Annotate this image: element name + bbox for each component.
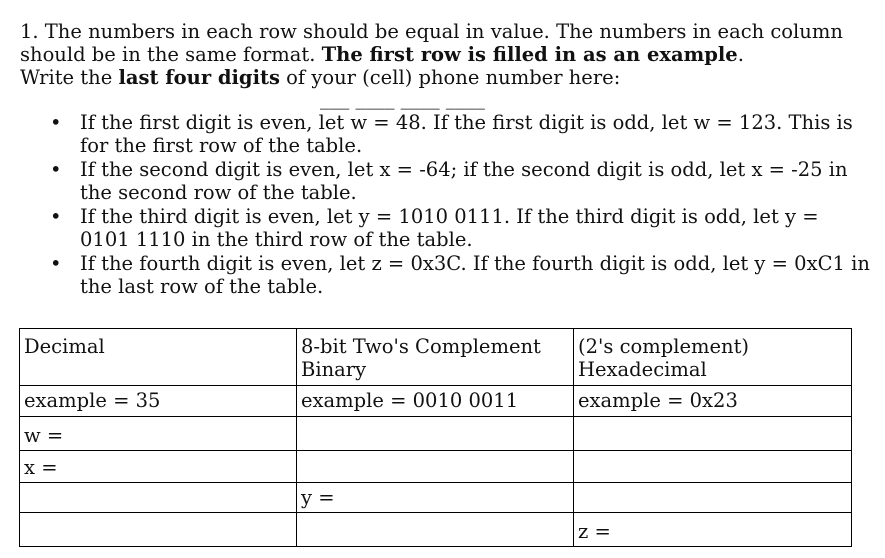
rule-text: If the fourth digit is even, let z = 0x3C. If the fourth digit is odd, let y = 0xC1 in the last row of the table. <box>80 252 870 298</box>
table-row-example <box>20 386 852 417</box>
table-row-y <box>20 483 852 513</box>
x-hex-cell[interactable] <box>574 451 852 483</box>
worksheet <box>20 20 870 299</box>
bullet-icon: • <box>50 205 62 228</box>
x-binary-cell[interactable] <box>297 451 574 483</box>
x-decimal-cell[interactable]: x = <box>20 451 297 483</box>
rule-item <box>20 252 870 298</box>
instructions-paragraph <box>20 20 870 89</box>
rule-item <box>20 205 870 251</box>
table-row-w <box>20 417 852 451</box>
w-hex-cell[interactable] <box>574 417 852 451</box>
header-binary: 8-bit Two's Complement Binary <box>297 329 574 386</box>
phone-prompt-bold: last four digits <box>118 66 280 89</box>
z-decimal-cell[interactable] <box>20 513 297 547</box>
w-binary-cell[interactable] <box>297 417 574 451</box>
bullet-icon: • <box>50 158 62 181</box>
instructions-period: . <box>737 43 744 66</box>
table-header-row <box>20 329 852 386</box>
y-binary-cell[interactable]: y = <box>297 483 574 513</box>
example-hex-cell: example = 0x23 <box>574 386 852 417</box>
header-decimal: Decimal <box>20 329 297 386</box>
phone-prompt-text: Write the <box>20 66 119 89</box>
rules-list <box>20 111 870 298</box>
rule-item <box>20 111 870 157</box>
table-row-z <box>20 513 852 547</box>
example-decimal-cell: example = 35 <box>20 386 297 417</box>
rule-text: If the third digit is even, let y = 1010 0111. If the third digit is odd, let y = 0101 1110 in the third row of the table. <box>80 205 819 251</box>
bullet-icon: • <box>50 111 62 134</box>
rule-text: If the second digit is even, let x = -64; if the second digit is odd, let x = -25 in the second row of the table. <box>80 158 848 204</box>
table-row-x <box>20 451 852 483</box>
bullet-icon: • <box>50 252 62 275</box>
w-decimal-cell[interactable]: w = <box>20 417 297 451</box>
rule-item <box>20 158 870 204</box>
conversion-table <box>19 328 852 547</box>
z-binary-cell[interactable] <box>297 513 574 547</box>
instructions-text: 1. The numbers in each row should be equal in value. The numbers in each column should be in the same format. <box>20 20 843 66</box>
phone-digits-blank[interactable]: ___ ____ ____ ____ <box>320 87 485 110</box>
y-decimal-cell[interactable] <box>20 483 297 513</box>
rule-text: If the first digit is even, let w = 48. If the first digit is odd, let w = 123. This is for the first row of the table. <box>80 111 853 157</box>
example-binary-cell: example = 0010 0011 <box>297 386 574 417</box>
header-hexadecimal: (2's complement) Hexadecimal <box>574 329 852 386</box>
y-hex-cell[interactable] <box>574 483 852 513</box>
phone-prompt-end: of your (cell) phone number here: <box>279 66 621 89</box>
z-hex-cell[interactable]: z = <box>574 513 852 547</box>
instructions-bold-text: The first row is filled in as an example <box>321 43 738 66</box>
